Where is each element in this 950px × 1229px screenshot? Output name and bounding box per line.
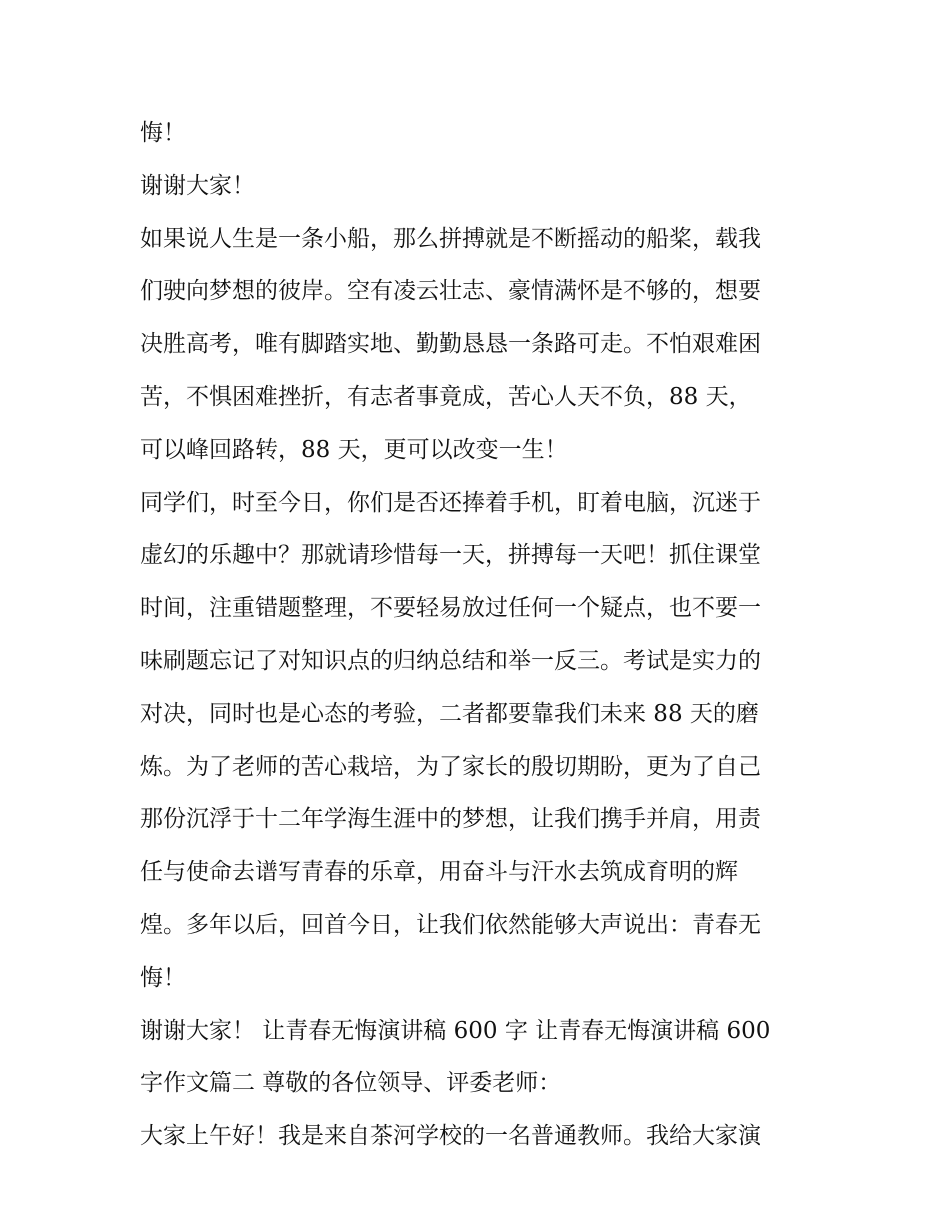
text-line: 字作文篇二 尊敬的各位领导、评委老师： [140,1070,562,1097]
text-line: 同学们，时至今日，你们是否还捧着手机，盯着电脑，沉迷于 [140,489,761,516]
text-line: 炼。为了老师的苦心栽培，为了家长的殷切期盼，更为了自己 [140,753,761,780]
text-line: 虚幻的乐趣中？那就请珍惜每一天，拼搏每一天吧！抓住课堂 [140,542,761,569]
text-line: 时间，注重错题整理，不要轻易放过任何一个疑点，也不要一 [140,595,761,622]
text-line: 决胜高考，唯有脚踏实地、勤勤恳恳一条路可走。不怕艰难困 [140,331,761,358]
document-body [140,107,820,1163]
text-line: 苦，不惧困难挫折，有志者事竟成，苦心人天不负，88 天， [140,383,752,410]
text-line: 悔！ [140,964,186,991]
text-line: 如果说人生是一条小船，那么拼搏就是不断摇动的船桨，载我 [140,225,761,252]
text-line: 任与使命去谱写青春的乐章，用奋斗与汗水去筑成育明的辉 [140,859,738,886]
text-line: 那份沉浮于十二年学海生涯中的梦想，让我们携手并肩，用责 [140,806,761,833]
text-line: 谢谢大家！ 让青春无悔演讲稿 600 字 让青春无悔演讲稿 600 [140,1017,771,1044]
text-line: 悔！ [140,120,186,146]
text-line: 味刷题忘记了对知识点的归纳总结和举一反三。考试是实力的 [140,647,761,674]
text-line: 大家上午好！我是来自茶河学校的一名普通教师。我给大家演 [140,1123,761,1150]
text-line: 对决，同时也是心态的考验，二者都要靠我们未来 88 天的磨 [140,700,759,727]
text-line: 们驶向梦想的彼岸。空有凌云壮志、豪情满怀是不够的，想要 [140,278,761,305]
text-line: 谢谢大家！ [140,172,255,199]
text-line: 可以峰回路转，88 天，更可以改变一生！ [140,436,568,463]
text-line: 煌。多年以后，回首今日，让我们依然能够大声说出：青春无 [140,911,761,938]
